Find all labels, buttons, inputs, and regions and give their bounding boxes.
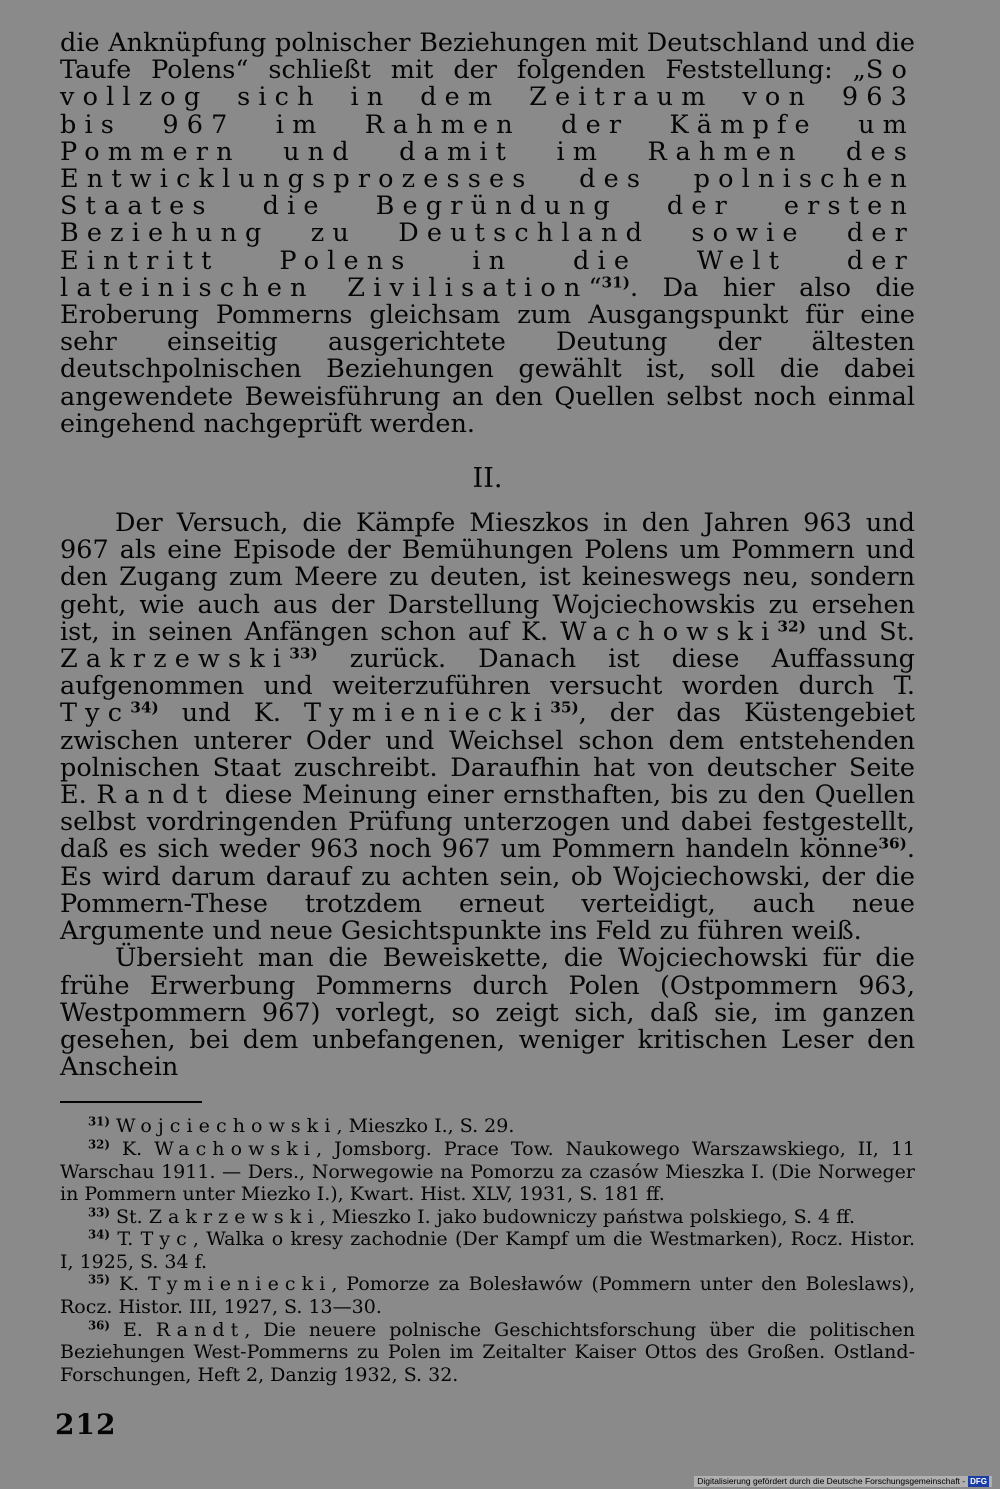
text-run: zurück. Danach ist diese Auffassung aufgenommen und weiterzuführen versucht worden durch T. [60, 644, 915, 702]
footnote-ref-34: 34) [130, 699, 159, 718]
page-number: 212 [55, 1408, 117, 1441]
text-run: diese Meinung einer ernsthaften, bis zu den Quellen selbst vordringenden Prüfung unterzogen und dabei festgestellt, daß es sich weder 963 noch 967 um Pommern handeln könne [60, 780, 916, 865]
footnote-ref-35: 35) [550, 699, 579, 718]
footnote-author: Tyc [140, 1228, 193, 1251]
footnote-33 [60, 1206, 915, 1229]
footnote-ref-31: 31) [601, 273, 631, 292]
text-run: . Da hier also die Eroberung Pommerns gleichsam zum Ausgangspunkt für eine sehr einseitig ausgerichtete Deutung der ältesten deutschpolnischen Beziehungen gewählt ist, soll die dabei angewendete Beweisführung an den Quellen selbst noch einmal eingehend nachgeprüft werden. [60, 272, 915, 439]
footnote-number: 31) [88, 1114, 110, 1129]
section-heading: II. [472, 463, 503, 495]
footnote-34 [60, 1228, 915, 1273]
book-page [60, 30, 915, 1386]
footnote-text: , Die neuere polnische Geschichtsforschung über die politischen Beziehungen West-Pommerns zu Polen im Zeitalter Kaiser Ottos des Großen. Ostland-Forschungen, Heft 2, Danzig 1932, S. 32. [60, 1318, 915, 1386]
credit-text: Digitalisierung gefördert durch die Deutsche Forschungsgemeinschaft - [697, 1476, 966, 1486]
spaced-name: Wachowski [560, 616, 778, 647]
footnote-32 [60, 1138, 915, 1206]
footnote-text: , Walka o kresy zachodnie (Der Kampf um die Westmarken), Rocz. Histor. I, 1925, S. 34 f. [60, 1228, 915, 1273]
footnote-number: 34) [88, 1227, 110, 1242]
footnote-initial: K. [118, 1273, 148, 1296]
footnote-ref-32: 32) [777, 617, 806, 636]
footnote-number: 36) [88, 1318, 110, 1333]
paragraph-3 [60, 945, 915, 1081]
footnote-number: 33) [88, 1205, 110, 1220]
footnote-31 [60, 1115, 915, 1138]
footnotes [60, 1115, 915, 1386]
spaced-name: Tymieniecki [304, 698, 551, 729]
dfg-logo-icon: DFG [970, 1477, 987, 1486]
footnote-author: Wojciechowski [116, 1115, 337, 1138]
footnote-36 [60, 1319, 915, 1387]
text-run: die Anknüpfung polnischer Beziehungen mit Deutschland und die Taufe Polens“ schließt mit der folgenden Feststellung: „ [60, 28, 915, 86]
footnote-text: , Mieszko I., S. 29. [336, 1115, 515, 1138]
footnote-initial: K. [121, 1137, 155, 1160]
footnote-author: Zakrzewski [148, 1205, 320, 1228]
footnote-author: Tymieniecki [147, 1273, 332, 1296]
paragraph-1 [60, 30, 915, 438]
text-run: und K. [158, 698, 305, 729]
footnote-ref-33: 33) [289, 644, 318, 663]
digitization-credit [694, 1476, 992, 1487]
footnote-author: Wachowski [154, 1137, 317, 1160]
paragraph-2 [60, 510, 915, 945]
spaced-name: Randt [96, 780, 216, 811]
spaced-name: Tyc [60, 698, 131, 729]
footnote-divider [60, 1101, 202, 1103]
text-run: und St. [805, 616, 915, 647]
footnote-initial: T. [117, 1228, 141, 1251]
footnote-number: 32) [88, 1137, 110, 1152]
footnote-text: , Pomorze za Bolesławów (Pommern unter den Boleslaws), Rocz. Histor. III, 1927, S. 13—30. [60, 1273, 915, 1319]
footnote-initial: E. [122, 1318, 156, 1341]
body-text [60, 30, 915, 1081]
text-run: , der das Küstengebiet zwischen unterer Oder und Weichsel schon dem entstehenden polnischen Staat zuschreibt. Daraufhin hat von deutscher Seite E. [60, 698, 915, 811]
footnote-35 [60, 1273, 915, 1318]
footnote-text: , Jomsborg. Prace Tow. Naukowego Warszawskiego, II, 11 Warschau 1911. — Ders., Norwegowie na Pomorzu za czasów Mieszka I. (Die Norweger in Pommern unter Miezko I.), Kwart. Hist. XLV, 1931, S. 181 ff. [60, 1137, 915, 1206]
footnote-number: 35) [88, 1273, 110, 1287]
text-run: Übersieht man die Beweiskette, die Wojciechowski für die frühe Erwerbung Pommerns durch Polen (Ostpommern 963, Westpommern 967) vorlegt, so zeigt sich, daß sie, im ganzen gesehen, bei dem unbefangenen, weniger kritischen Leser den Anschein [60, 943, 915, 1083]
spaced-quote: So vollzog sich in dem Zeitraum von 963 bis 967 im Rahmen der Kämpfe um Pommern und damit im Rahmen des Entwicklungsprozesses des polnischen Staates die Begründung der ersten Beziehung zu Deutschland sowie der Eintritt Polens in die Welt der lateinischen Zivilisation [60, 55, 915, 303]
spaced-name: Zakrzewski [60, 644, 290, 675]
text-run: “ [588, 272, 602, 303]
footnote-author: Randt [155, 1318, 245, 1341]
text-run: . Es wird darum darauf zu achten sein, ob Wojciechowski, der die Pommern-These trotzdem erneut verteidigt, auch neue Argumente und neue Gesichtspunkte ins Feld zu führen weiß. [60, 834, 915, 947]
footnote-text: , Mieszko I. jako budowniczy państwa polskiego, S. 4 ff. [319, 1205, 856, 1228]
footnote-ref-36: 36) [878, 835, 907, 854]
text-run: Der Versuch, die Kämpfe Mieszkos in den Jahren 963 und 967 als eine Episode der Bemühungen Polens um Pommern und den Zugang zum Meere zu deuten, ist keineswegs neu, sondern geht, wie auch aus der Darstellung Wojciechowskis zu ersehen ist, in seinen Anfängen schon auf K. [60, 508, 915, 647]
footnote-initial: St. [116, 1205, 149, 1228]
